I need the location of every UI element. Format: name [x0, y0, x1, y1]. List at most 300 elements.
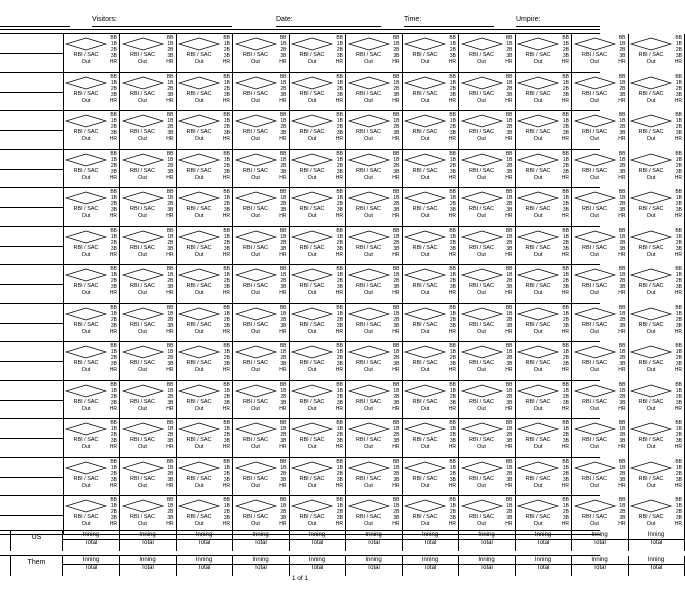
at-bat-cell[interactable]: [176, 381, 233, 420]
at-bat-cell[interactable]: [572, 342, 629, 381]
hit-codes: [223, 305, 230, 335]
at-bat-cell[interactable]: [346, 111, 403, 150]
at-bat-cell[interactable]: [120, 419, 177, 458]
hit-code: 1B: [280, 426, 287, 432]
at-bat-cell[interactable]: [120, 342, 177, 381]
hit-codes: [392, 459, 399, 489]
at-bat-cell[interactable]: [120, 304, 177, 343]
at-bat-cell[interactable]: [120, 111, 177, 150]
visitors-field[interactable]: [92, 14, 232, 28]
hit-code: 2B: [167, 355, 174, 361]
at-bat-cell[interactable]: [346, 496, 403, 535]
at-bat-cell[interactable]: [628, 458, 685, 497]
diamond-icon: [404, 153, 446, 167]
batter-name-cell[interactable]: [0, 188, 64, 227]
batter-name-cell[interactable]: [0, 304, 64, 343]
hit-code: 2B: [280, 278, 287, 284]
at-bat-cell[interactable]: [628, 304, 685, 343]
hit-code: BB: [505, 73, 513, 80]
at-bat-cell[interactable]: [572, 188, 629, 227]
at-bat-cell[interactable]: [515, 381, 572, 420]
rbi-sac-label: RBI / SAC: [581, 437, 608, 443]
at-bat-cell[interactable]: [515, 227, 572, 266]
inning-total-cell[interactable]: [402, 531, 459, 551]
at-bat-cell[interactable]: [233, 188, 290, 227]
at-bat-cell[interactable]: [289, 111, 346, 150]
diamond-icon: [178, 76, 220, 90]
hit-code: BB: [392, 304, 400, 311]
at-bat-cell[interactable]: [120, 188, 177, 227]
at-bat-cell[interactable]: [346, 188, 403, 227]
at-bat-cell[interactable]: [176, 342, 233, 381]
at-bat-cell[interactable]: [515, 419, 572, 458]
hit-code: 2B: [280, 162, 287, 169]
at-bat-cell[interactable]: [233, 342, 290, 381]
at-bat-cell[interactable]: [233, 304, 290, 343]
rbi-sac-label: RBI / SAC: [186, 321, 212, 328]
at-bat-cell[interactable]: [515, 265, 572, 304]
batter-name-cell[interactable]: [0, 227, 64, 266]
at-bat-cell[interactable]: [572, 111, 629, 150]
hit-code: HR: [448, 174, 456, 181]
inning-total-cell[interactable]: [628, 531, 685, 551]
out-label: Out: [251, 290, 260, 296]
hit-code: BB: [279, 497, 287, 503]
at-bat-cell[interactable]: [176, 34, 233, 73]
at-bat-cell[interactable]: [572, 381, 629, 420]
at-bat-cell[interactable]: [628, 227, 685, 266]
hit-code: HR: [279, 521, 287, 527]
at-bat-cell[interactable]: [289, 227, 346, 266]
at-bat-cell[interactable]: [402, 73, 459, 112]
hit-code: 3B: [167, 322, 174, 329]
at-bat-cell[interactable]: [120, 265, 177, 304]
at-bat-cell[interactable]: [289, 304, 346, 343]
hit-code: 2B: [619, 355, 626, 361]
at-bat-cell[interactable]: [515, 188, 572, 227]
at-bat-cell[interactable]: [572, 458, 629, 497]
hit-code: 2B: [223, 470, 230, 477]
at-bat-cell[interactable]: [289, 265, 346, 304]
inning-total-cell[interactable]: [120, 556, 177, 576]
at-bat-cell[interactable]: [346, 265, 403, 304]
hit-code: 3B: [336, 168, 343, 175]
at-bat-cell[interactable]: [289, 381, 346, 420]
hit-code: BB: [166, 73, 174, 80]
at-bat-cell[interactable]: [289, 458, 346, 497]
at-bat-cell[interactable]: [402, 227, 459, 266]
rbi-sac-label: RBI / SAC: [242, 244, 269, 251]
at-bat-cell[interactable]: [459, 381, 516, 420]
total-label: Total: [176, 539, 232, 546]
at-bat-cell[interactable]: [233, 73, 290, 112]
batter-name-cell[interactable]: [0, 34, 64, 73]
hit-code: BB: [279, 189, 287, 195]
at-bat-cell[interactable]: [628, 496, 685, 535]
hit-code: 1B: [506, 195, 513, 201]
hit-code: BB: [618, 497, 626, 503]
hit-codes: [618, 497, 625, 527]
at-bat-cell[interactable]: [402, 381, 459, 420]
out-label: Out: [194, 405, 204, 412]
at-bat-cell[interactable]: [402, 111, 459, 150]
hit-code: 3B: [223, 91, 230, 98]
at-bat-cell[interactable]: [346, 381, 403, 420]
hit-code: 3B: [336, 476, 343, 483]
hit-codes: [505, 228, 512, 258]
diamond-icon: [517, 461, 559, 475]
diamond-icon: [461, 345, 503, 359]
inning-total-cell[interactable]: [515, 556, 572, 576]
hit-code: BB: [279, 227, 287, 234]
hit-code: 2B: [562, 85, 569, 92]
umpire-field[interactable]: [516, 14, 600, 28]
at-bat-cell[interactable]: [233, 111, 290, 150]
at-bat-cell[interactable]: [120, 227, 177, 266]
hit-code: HR: [561, 444, 569, 450]
team-field[interactable]: [0, 14, 70, 28]
diamond-icon: [574, 37, 616, 51]
at-bat-cell[interactable]: [289, 73, 346, 112]
at-bat-cell[interactable]: [402, 419, 459, 458]
hit-code: 1B: [619, 503, 626, 509]
at-bat-cell[interactable]: [346, 34, 403, 73]
inning-total-cell[interactable]: [289, 556, 346, 576]
at-bat-cell[interactable]: [233, 381, 290, 420]
hit-codes: [166, 266, 173, 296]
at-bat-cell[interactable]: [289, 419, 346, 458]
at-bat-cell[interactable]: [459, 111, 516, 150]
rbi-sac-label: RBI / SAC: [186, 437, 212, 443]
hit-code: BB: [110, 343, 117, 349]
hit-code: 1B: [506, 233, 513, 240]
hit-code: BB: [618, 266, 626, 272]
at-bat-cell[interactable]: [459, 34, 516, 73]
at-bat-cell[interactable]: [459, 304, 516, 343]
batter-name-cell[interactable]: [0, 73, 64, 112]
at-bat-cell[interactable]: [515, 34, 572, 73]
hit-code: BB: [336, 497, 343, 503]
at-bat-cell[interactable]: [63, 111, 120, 150]
rbi-sac-label: RBI / SAC: [129, 398, 156, 405]
rbi-sac-label: RBI / SAC: [186, 283, 212, 289]
at-bat-cell[interactable]: [346, 227, 403, 266]
hit-code: BB: [166, 497, 174, 503]
at-bat-cell[interactable]: [402, 304, 459, 343]
at-bat-cell[interactable]: [233, 265, 290, 304]
hit-codes: [279, 151, 286, 181]
hit-code: HR: [279, 213, 287, 219]
hit-codes: [223, 112, 230, 142]
hit-code: 2B: [110, 355, 117, 361]
inning-total-cell[interactable]: [346, 531, 403, 551]
at-bat-cell[interactable]: [402, 150, 459, 189]
at-bat-cell[interactable]: [63, 265, 120, 304]
at-bat-cell[interactable]: [459, 342, 516, 381]
at-bat-cell[interactable]: [515, 458, 572, 497]
at-bat-cell[interactable]: [402, 342, 459, 381]
at-bat-cell[interactable]: [176, 458, 233, 497]
hit-code: HR: [166, 290, 174, 296]
at-bat-cell[interactable]: [572, 265, 629, 304]
total-label: Total: [572, 539, 628, 546]
hit-code: 3B: [110, 130, 117, 136]
at-bat-cell[interactable]: [346, 458, 403, 497]
diamond-icon: [291, 37, 333, 51]
at-bat-cell[interactable]: [346, 342, 403, 381]
inning-total-cell[interactable]: [176, 556, 233, 576]
at-bat-cell[interactable]: [515, 304, 572, 343]
hit-code: 2B: [393, 509, 400, 515]
at-bat-cell[interactable]: [63, 342, 120, 381]
at-bat-cell[interactable]: [628, 188, 685, 227]
inning-total-cell[interactable]: [120, 531, 177, 551]
out-label: Out: [420, 174, 430, 181]
at-bat-cell[interactable]: [176, 265, 233, 304]
at-bat-cell[interactable]: [515, 73, 572, 112]
at-bat-cell[interactable]: [572, 227, 629, 266]
at-bat-cell[interactable]: [233, 150, 290, 189]
inning-total-cell[interactable]: [459, 531, 516, 551]
inning-total-cell[interactable]: [572, 531, 629, 551]
hit-codes: [166, 420, 173, 450]
batter-sub-line: [0, 53, 63, 54]
batter-name-cell[interactable]: [0, 458, 64, 497]
hit-codes: [110, 382, 117, 412]
inning-total-cell[interactable]: [233, 556, 290, 576]
at-bat-cell[interactable]: [459, 150, 516, 189]
hit-code: 2B: [675, 162, 682, 169]
hit-code: 1B: [280, 195, 287, 201]
at-bat-cell[interactable]: [120, 73, 177, 112]
batter-row: [0, 303, 682, 343]
hit-code: 2B: [223, 355, 230, 361]
hit-code: 1B: [393, 310, 400, 317]
at-bat-cell[interactable]: [572, 34, 629, 73]
hit-codes: [562, 74, 569, 104]
hit-code: BB: [449, 112, 456, 118]
batter-name-cell[interactable]: [0, 419, 64, 458]
inning-total-cell[interactable]: [515, 531, 572, 551]
hit-code: 2B: [167, 47, 174, 53]
hit-code: BB: [618, 227, 626, 234]
at-bat-cell[interactable]: [176, 419, 233, 458]
at-bat-cell[interactable]: [346, 419, 403, 458]
hit-code: 3B: [506, 284, 513, 290]
hit-code: HR: [166, 405, 174, 412]
inning-total-cell[interactable]: [628, 556, 685, 576]
batter-sub-line: [0, 477, 63, 478]
batter-name-cell[interactable]: [0, 342, 64, 381]
at-bat-cell[interactable]: [233, 458, 290, 497]
at-bat-cell[interactable]: [176, 111, 233, 150]
out-label: Out: [477, 444, 486, 450]
hit-code: BB: [392, 112, 400, 118]
date-field[interactable]: [276, 14, 381, 28]
hit-code: 3B: [110, 91, 117, 98]
diamond-icon: [574, 461, 616, 475]
at-bat-cell[interactable]: [289, 150, 346, 189]
at-bat-cell[interactable]: [515, 150, 572, 189]
inning-total-cell[interactable]: [572, 556, 629, 576]
at-bat-cell[interactable]: [346, 73, 403, 112]
diamond-icon: [630, 345, 672, 359]
at-bat-cell[interactable]: [628, 265, 685, 304]
rbi-sac-label: RBI / SAC: [468, 360, 495, 366]
inning-total-cell[interactable]: [289, 531, 346, 551]
diamond-icon: [122, 422, 164, 436]
at-bat-cell[interactable]: [572, 419, 629, 458]
at-bat-cell[interactable]: [572, 496, 629, 535]
at-bat-cell[interactable]: [289, 342, 346, 381]
at-bat-cell[interactable]: [120, 150, 177, 189]
hit-code: 2B: [449, 278, 456, 284]
at-bat-cell[interactable]: [120, 496, 177, 535]
rbi-sac-label: RBI / SAC: [129, 167, 156, 174]
at-bat-cell[interactable]: [176, 227, 233, 266]
diamond-icon: [65, 76, 107, 90]
at-bat-cell[interactable]: [176, 304, 233, 343]
out-label: Out: [420, 136, 430, 142]
at-bat-cell[interactable]: [289, 34, 346, 73]
hit-code: HR: [674, 482, 682, 489]
at-bat-cell[interactable]: [63, 458, 120, 497]
inning-total-cell[interactable]: [233, 531, 290, 551]
hit-code: 1B: [393, 195, 400, 201]
hit-code: 2B: [675, 239, 682, 246]
at-bat-cell[interactable]: [233, 419, 290, 458]
hit-code: 3B: [110, 476, 117, 483]
diamond-icon: [65, 268, 107, 282]
at-bat-cell[interactable]: [628, 111, 685, 150]
hit-code: HR: [674, 213, 682, 219]
hit-codes: [166, 228, 173, 258]
at-bat-cell[interactable]: [233, 496, 290, 535]
time-field[interactable]: [404, 14, 494, 28]
at-bat-cell[interactable]: [63, 150, 120, 189]
inning-total-cell[interactable]: [402, 556, 459, 576]
at-bat-cell[interactable]: [63, 227, 120, 266]
at-bat-cell[interactable]: [572, 150, 629, 189]
at-bat-cell[interactable]: [233, 227, 290, 266]
hit-code: BB: [279, 73, 287, 80]
at-bat-cell[interactable]: [459, 73, 516, 112]
out-label: Out: [590, 521, 599, 527]
at-bat-cell[interactable]: [233, 34, 290, 73]
hit-codes: [449, 189, 456, 219]
hit-codes: [562, 459, 569, 489]
at-bat-cell[interactable]: [176, 188, 233, 227]
diamond-icon: [517, 76, 559, 90]
at-bat-cell[interactable]: [63, 496, 120, 535]
at-bat-cell[interactable]: [459, 458, 516, 497]
at-bat-cell[interactable]: [628, 34, 685, 73]
at-bat-cell[interactable]: [459, 188, 516, 227]
at-bat-cell[interactable]: [176, 150, 233, 189]
at-bat-cell[interactable]: [572, 304, 629, 343]
out-label: Out: [307, 328, 317, 335]
hit-code: 2B: [393, 355, 400, 361]
batter-name-cell[interactable]: [0, 265, 64, 304]
hit-code: 2B: [336, 162, 343, 169]
at-bat-cell[interactable]: [63, 381, 120, 420]
hit-code: 2B: [336, 239, 343, 246]
at-bat-cell[interactable]: [572, 73, 629, 112]
at-bat-cell[interactable]: [63, 419, 120, 458]
at-bat-cell[interactable]: [176, 496, 233, 535]
hit-code: 2B: [675, 355, 682, 361]
out-label: Out: [533, 290, 543, 296]
hit-code: BB: [675, 150, 682, 157]
hit-code: 3B: [449, 361, 456, 367]
at-bat-cell[interactable]: [515, 111, 572, 150]
at-bat-cell[interactable]: [346, 304, 403, 343]
hit-code: HR: [166, 482, 174, 489]
hit-code: 2B: [675, 201, 682, 207]
at-bat-cell[interactable]: [459, 496, 516, 535]
diamond-icon: [65, 230, 107, 244]
inning-total-cell[interactable]: [63, 556, 120, 576]
at-bat-cell[interactable]: [63, 34, 120, 73]
at-bat-cell[interactable]: [459, 265, 516, 304]
at-bat-cell[interactable]: [120, 34, 177, 73]
at-bat-cell[interactable]: [120, 458, 177, 497]
hit-code: 2B: [506, 85, 513, 92]
at-bat-cell[interactable]: [459, 419, 516, 458]
at-bat-cell[interactable]: [628, 419, 685, 458]
batter-name-cell[interactable]: [0, 150, 64, 189]
inning-total-cell[interactable]: [63, 531, 120, 551]
batter-name-cell[interactable]: [0, 496, 64, 535]
at-bat-cell[interactable]: [628, 381, 685, 420]
at-bat-cell[interactable]: [402, 458, 459, 497]
at-bat-cell[interactable]: [63, 304, 120, 343]
at-bat-cell[interactable]: [459, 227, 516, 266]
at-bat-cell[interactable]: [402, 34, 459, 73]
at-bat-cell[interactable]: [289, 188, 346, 227]
at-bat-cell[interactable]: [628, 342, 685, 381]
hit-code: HR: [166, 444, 174, 450]
hit-code: BB: [110, 73, 117, 80]
inning-total-cell[interactable]: [176, 531, 233, 551]
batter-name-cell[interactable]: [0, 381, 64, 420]
hit-code: 1B: [675, 426, 682, 432]
at-bat-cell[interactable]: [63, 73, 120, 112]
at-bat-cell[interactable]: [628, 73, 685, 112]
at-bat-cell[interactable]: [402, 188, 459, 227]
diamond-icon: [630, 384, 672, 398]
out-label: Out: [364, 251, 373, 258]
hit-code: 2B: [280, 432, 287, 438]
at-bat-cell[interactable]: [346, 150, 403, 189]
at-bat-cell[interactable]: [289, 496, 346, 535]
batter-name-cell[interactable]: [0, 111, 64, 150]
at-bat-cell[interactable]: [628, 150, 685, 189]
inning-total-cell[interactable]: [346, 556, 403, 576]
hit-code: 3B: [167, 245, 174, 252]
hit-code: 1B: [619, 118, 626, 124]
at-bat-cell[interactable]: [176, 73, 233, 112]
at-bat-cell[interactable]: [402, 265, 459, 304]
at-bat-cell[interactable]: [515, 496, 572, 535]
inning-total-cell[interactable]: [459, 556, 516, 576]
hit-code: 3B: [336, 515, 343, 521]
hit-code: 3B: [110, 245, 117, 252]
at-bat-cell[interactable]: [120, 381, 177, 420]
at-bat-cell[interactable]: [63, 188, 120, 227]
at-bat-cell[interactable]: [515, 342, 572, 381]
at-bat-cell[interactable]: [402, 496, 459, 535]
